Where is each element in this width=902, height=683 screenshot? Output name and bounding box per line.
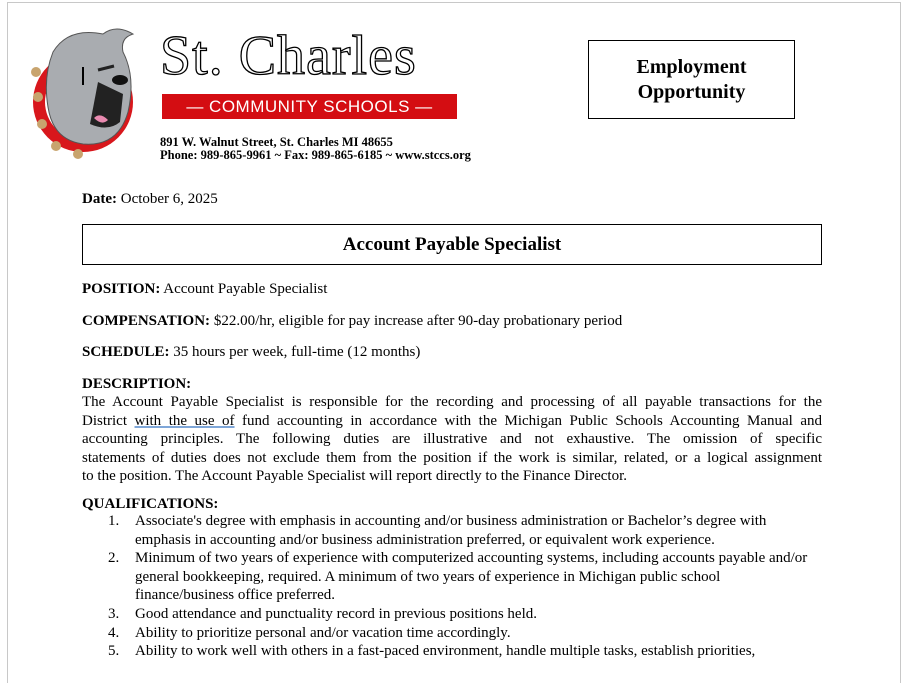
- community-schools-banner: — COMMUNITY SCHOOLS —: [162, 94, 457, 119]
- address: 891 W. Walnut Street, St. Charles MI 48655: [160, 135, 393, 149]
- job-title: Account Payable Specialist: [82, 224, 822, 265]
- item-text: Minimum of two years of experience with computerized accounting systems, including accounts payable and/or general bookkeeping, required. A minimum of two years of experience in Michigan public school finance/business office preferred.: [135, 550, 808, 604]
- school-contact: [160, 136, 471, 162]
- item-text: Associate's degree with emphasis in accounting and/or business administration or Bachelor’s degree with emphasis in accounting and/or business administration preferred, or equivalent work experience.: [135, 513, 767, 548]
- text: fund accounting in accordance with the Michigan Public Schools Accounting Manual and: [234, 412, 823, 429]
- description-line: The Account Payable Specialist is responsible for the recording and processing of all payable transactions for the: [82, 394, 822, 410]
- grammar-suggestion[interactable]: with the use of: [134, 412, 235, 429]
- text: District: [82, 412, 135, 429]
- description-line: accounting principles. The following duties are illustrative and not exhaustive. The omission of specific: [82, 431, 822, 448]
- description-line: statements of duties does not exclude them from the position if the work is similar, related, or a logical assignment: [82, 449, 822, 466]
- bulldog-logo: [28, 22, 148, 162]
- list-item: [82, 642, 822, 661]
- description-line: [82, 412, 822, 431]
- schedule-label: SCHEDULE:: [82, 344, 170, 360]
- description-line: to the position. The Account Payable Specialist will report directly to the Finance Director.: [82, 468, 628, 485]
- item-text: Good attendance and punctuality record in previous positions held.: [135, 605, 537, 622]
- item-text: Ability to prioritize personal and/or vacation time accordingly.: [135, 624, 511, 641]
- item-text: Ability to work well with others in a fast-paced environment, handle multiple tasks, establish priorities,: [135, 643, 756, 660]
- phone-fax-web: Phone: 989-865-9961 ~ Fax: 989-865-6185 ~ www.stccs.org: [160, 148, 471, 162]
- compensation-label: COMPENSATION:: [82, 313, 211, 329]
- schedule-line: [82, 343, 420, 361]
- compensation-line: [82, 312, 622, 330]
- position-line: [82, 280, 327, 298]
- list-item: [82, 605, 822, 624]
- list-item: [82, 512, 822, 549]
- qualifications-list: [82, 512, 822, 661]
- position-label: POSITION:: [82, 281, 161, 297]
- date-line: [82, 190, 218, 208]
- box-line: Employment: [636, 55, 747, 78]
- list-item: [82, 549, 822, 605]
- schedule-value: 35 hours per week, full-time (12 months): [169, 344, 421, 360]
- description-heading: DESCRIPTION:: [82, 376, 192, 392]
- date-label: Date:: [82, 191, 117, 207]
- school-name-logo: St. Charles: [160, 25, 417, 87]
- qualifications-heading: QUALIFICATIONS:: [82, 496, 219, 512]
- box-line: Opportunity: [637, 80, 746, 103]
- list-item: [82, 624, 822, 643]
- item-number: 5.: [108, 643, 120, 660]
- item-number: 4.: [108, 624, 120, 641]
- item-number: 3.: [108, 605, 120, 622]
- description-paragraph: [82, 393, 822, 486]
- position-value: Account Payable Specialist: [160, 281, 328, 297]
- date-value: October 6, 2025: [116, 191, 218, 207]
- compensation-value: $22.00/hr, eligible for pay increase after 90-day probationary period: [210, 313, 623, 329]
- employment-opportunity-box: [588, 40, 795, 119]
- item-number: 1.: [108, 513, 120, 529]
- item-number: 2.: [108, 550, 120, 567]
